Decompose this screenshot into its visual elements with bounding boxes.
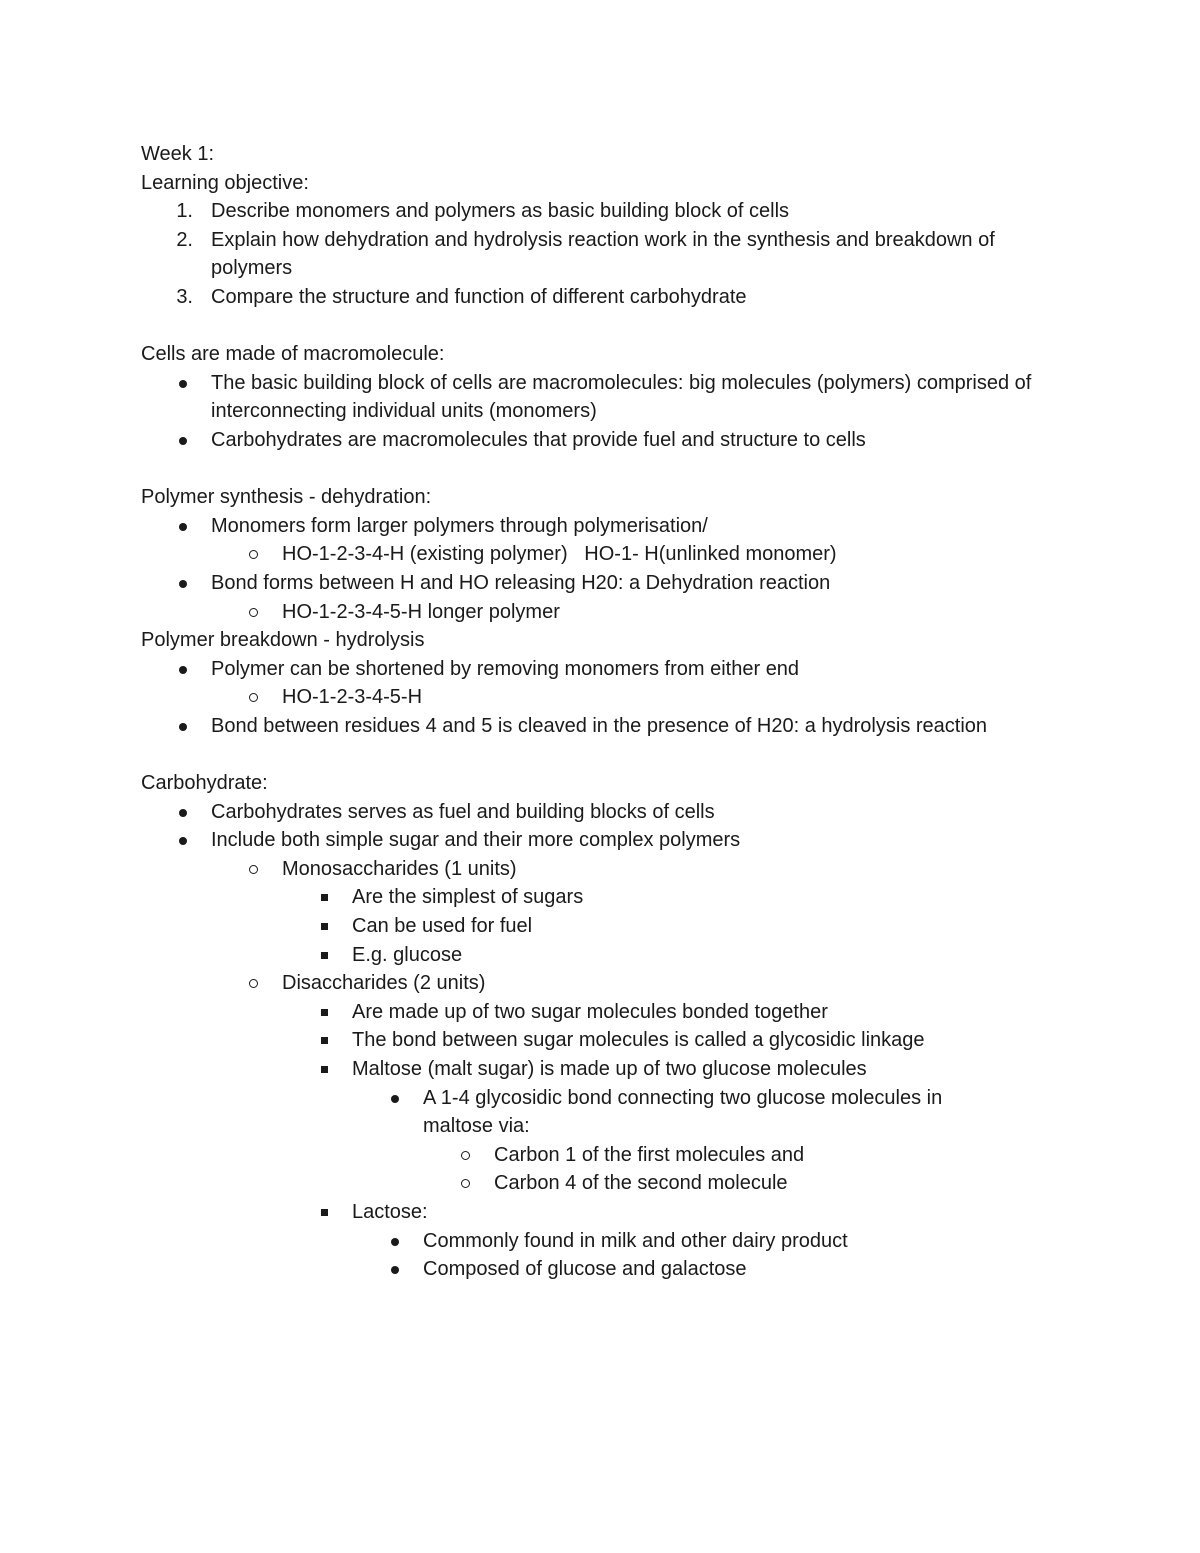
bullet-dot-icon — [179, 837, 187, 845]
list-number: 2. — [176, 228, 193, 251]
bullet-item — [141, 655, 1081, 684]
objective-text: Compare the structure and function of different carbohydrate — [211, 285, 747, 308]
cells-heading: Cells are made of macromolecule: — [141, 343, 445, 366]
bullet-text: Monomers form larger polymers through polymerisation/ — [211, 514, 708, 537]
sub-bullet-item — [141, 598, 1081, 627]
sub-bullet-text: Disaccharides (2 units) — [282, 972, 486, 995]
week-title: Week 1: — [141, 143, 214, 165]
square-bullet-text: Maltose (malt sugar) is made up of two glucose molecules — [352, 1058, 867, 1080]
bullet-circle-icon — [249, 693, 258, 702]
square-bullet-text: E.g. glucose — [352, 943, 463, 966]
bullet-text: Include both simple sugar and their more complex polymers — [211, 829, 741, 852]
bullet-text: Composed of glucose and galactose — [423, 1258, 747, 1281]
bullet-dot-icon — [391, 1238, 399, 1246]
document-body — [141, 140, 1081, 1284]
bullet-text: Commonly found in milk and other dairy product — [423, 1229, 848, 1252]
bullet-square-icon — [321, 1209, 328, 1216]
bullet-text: Carbohydrates serves as fuel and building blocks of cells — [211, 800, 715, 823]
square-bullet-text: Are made up of two sugar molecules bonded together — [352, 1000, 828, 1023]
objective-item — [141, 283, 1081, 312]
bullet-item — [141, 369, 1081, 426]
square-bullet-text: The bond between sugar molecules is called a glycosidic linkage — [352, 1029, 925, 1052]
list-number: 3. — [176, 285, 193, 308]
bullet-circle-icon — [461, 1151, 470, 1160]
bullet-item — [141, 798, 1081, 827]
bullet-square-icon — [321, 952, 328, 959]
bullet-circle-icon — [249, 865, 258, 874]
carbohydrate-heading: Carbohydrate: — [141, 772, 268, 795]
sub-bullet-item-level5 — [141, 1169, 1081, 1198]
sub-bullet-item — [141, 540, 1081, 569]
sub-bullet-item — [141, 683, 1081, 712]
square-bullet-text: Are the simplest of sugars — [352, 886, 584, 909]
bullet-dot-icon — [391, 1266, 399, 1274]
bullet-square-icon — [321, 923, 328, 930]
synthesis-heading: Polymer synthesis - dehydration: — [141, 486, 432, 509]
bullet-item — [141, 826, 1081, 855]
sub-bullet-text: Carbon 4 of the second molecule — [494, 1172, 788, 1195]
bullet-dot-icon — [391, 1095, 399, 1103]
bullet-text: A 1-4 glycosidic bond connecting two glucose molecules in maltose via: — [423, 1086, 943, 1138]
square-bullet-item — [141, 1198, 1081, 1227]
bullet-circle-icon — [249, 608, 258, 617]
bullet-item — [141, 569, 1081, 598]
learning-objective-heading: Learning objective: — [141, 171, 309, 194]
sub-bullet-item-level5 — [141, 1141, 1081, 1170]
objective-item — [141, 226, 1081, 283]
square-bullet-item — [141, 1026, 1081, 1055]
sub-bullet-item — [141, 855, 1081, 884]
bullet-dot-icon — [179, 580, 187, 588]
bullet-item — [141, 712, 1081, 741]
bullet-text: Carbohydrates are macromolecules that provide fuel and structure to cells — [211, 428, 866, 451]
bullet-dot-icon — [179, 523, 187, 531]
sub-bullet-text: HO-1-2-3-4-H (existing polymer) HO-1- H(unlinked monomer) — [282, 543, 837, 566]
sub-bullet-text: Carbon 1 of the first molecules and — [494, 1143, 805, 1166]
square-bullet-item — [141, 998, 1081, 1027]
bullet-item — [141, 426, 1081, 455]
bullet-item-level4 — [141, 1255, 1081, 1284]
bullet-circle-icon — [461, 1179, 470, 1188]
bullet-item-level4 — [141, 1084, 1003, 1141]
bullet-square-icon — [321, 894, 328, 901]
list-number: 1. — [176, 200, 193, 223]
sub-bullet-text: Monosaccharides (1 units) — [282, 857, 517, 880]
square-bullet-text: Lactose: — [352, 1200, 428, 1223]
bullet-circle-icon — [249, 550, 258, 559]
bullet-text: Bond forms between H and HO releasing H20: a Dehydration reaction — [211, 571, 831, 594]
bullet-text: The basic building block of cells are macromolecules: big molecules (polymers) comprised of interconnecting individual units (monomers) — [211, 371, 1032, 423]
bullet-item-level4 — [141, 1227, 1081, 1256]
bullet-dot-icon — [179, 809, 187, 817]
square-bullet-text: Can be used for fuel — [352, 915, 533, 938]
square-bullet-item — [141, 912, 1081, 941]
bullet-dot-icon — [179, 666, 187, 674]
square-bullet-item — [141, 941, 1081, 970]
square-bullet-item — [141, 883, 1081, 912]
sub-bullet-text: HO-1-2-3-4-5-H — [282, 686, 423, 709]
square-bullet-item — [141, 1055, 1081, 1084]
bullet-dot-icon — [179, 380, 187, 388]
bullet-square-icon — [321, 1037, 328, 1044]
bullet-square-icon — [321, 1066, 328, 1073]
sub-bullet-text: HO-1-2-3-4-5-H longer polymer — [282, 600, 560, 623]
bullet-dot-icon — [179, 723, 187, 731]
breakdown-heading: Polymer breakdown - hydrolysis — [141, 629, 425, 652]
bullet-text: Bond between residues 4 and 5 is cleaved in the presence of H20: a hydrolysis reaction — [211, 714, 988, 737]
bullet-square-icon — [321, 1009, 328, 1016]
bullet-dot-icon — [179, 437, 187, 445]
objective-item — [141, 197, 1081, 226]
objective-text: Describe monomers and polymers as basic building block of cells — [211, 200, 790, 223]
bullet-text: Polymer can be shortened by removing monomers from either end — [211, 657, 800, 680]
objective-text: Explain how dehydration and hydrolysis reaction work in the synthesis and breakdown of polymers — [211, 228, 995, 280]
sub-bullet-item — [141, 969, 1081, 998]
bullet-item — [141, 512, 1081, 541]
bullet-circle-icon — [249, 979, 258, 988]
